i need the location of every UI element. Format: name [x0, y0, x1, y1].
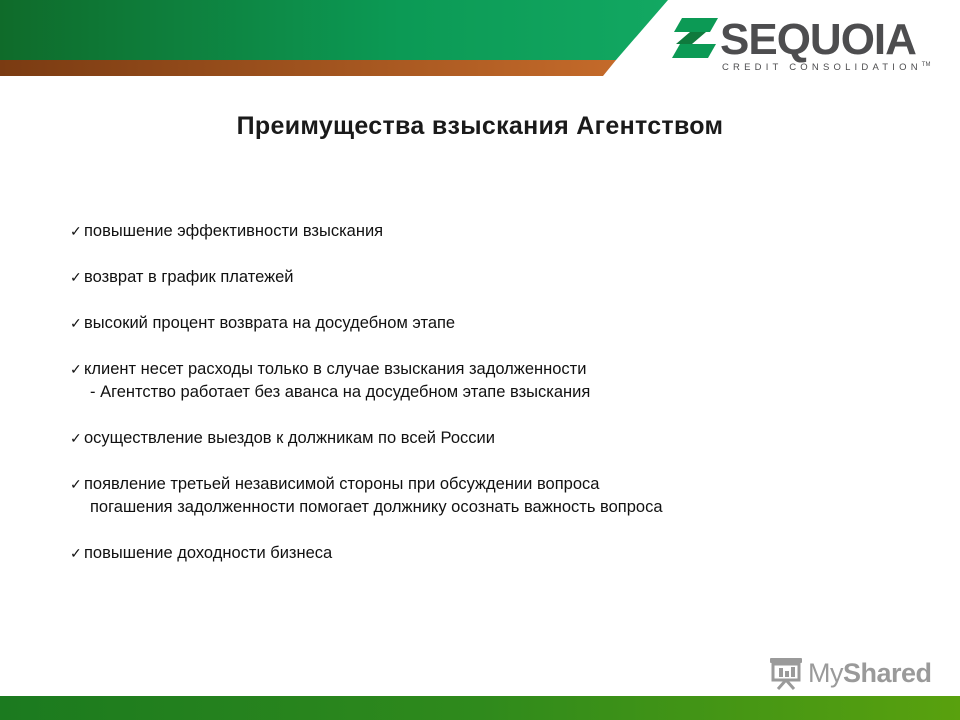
- logo-wordmark: SEQUOIA: [720, 15, 916, 64]
- bullet-continuation: погашения задолженности помогает должнику осознать важность вопроса: [90, 498, 663, 516]
- sequoia-mark-icon: [672, 18, 718, 58]
- bullet-list: [70, 220, 930, 588]
- bullet-text: повышение эффективности взыскания: [84, 222, 384, 240]
- bullet-item: [70, 220, 930, 243]
- footer-band: [0, 696, 960, 720]
- bullet-item: [70, 542, 930, 565]
- checkmark-icon: ✓: [70, 361, 82, 377]
- checkmark-icon: ✓: [70, 476, 82, 492]
- trademark: TM: [921, 62, 931, 68]
- bullet-item: [70, 266, 930, 289]
- bullet-text: осуществление выездов к должникам по всей России: [84, 429, 495, 447]
- bullet-text: появление третьей независимой стороны при обсуждении вопроса: [84, 475, 600, 493]
- bullet-continuation: - Агентство работает без аванса на досудебном этапе взыскания: [90, 383, 591, 401]
- bullet-text: повышение доходности бизнеса: [84, 544, 333, 562]
- slide-title: Преимущества взыскания Агентством: [236, 112, 724, 140]
- logo-tagline: CREDIT CONSOLIDATION™: [722, 62, 931, 74]
- sequoia-logo: [672, 14, 932, 78]
- watermark-text: MyShared: [808, 658, 932, 688]
- checkmark-icon: ✓: [70, 223, 82, 239]
- checkmark-icon: ✓: [70, 545, 82, 561]
- checkmark-icon: ✓: [70, 269, 82, 285]
- bullet-text: возврат в график платежей: [84, 268, 294, 286]
- checkmark-icon: ✓: [70, 315, 82, 331]
- bullet-item: [70, 473, 930, 519]
- bullet-text: клиент несет расходы только в случае взыскания задолженности: [84, 360, 587, 378]
- bullet-item: [70, 358, 930, 404]
- checkmark-icon: ✓: [70, 430, 82, 446]
- bullet-item: [70, 427, 930, 450]
- presentation-icon: [768, 656, 804, 690]
- myshared-watermark: [768, 654, 938, 694]
- bullet-text: высокий процент возврата на досудебном этапе: [84, 314, 456, 332]
- bullet-item: [70, 312, 930, 335]
